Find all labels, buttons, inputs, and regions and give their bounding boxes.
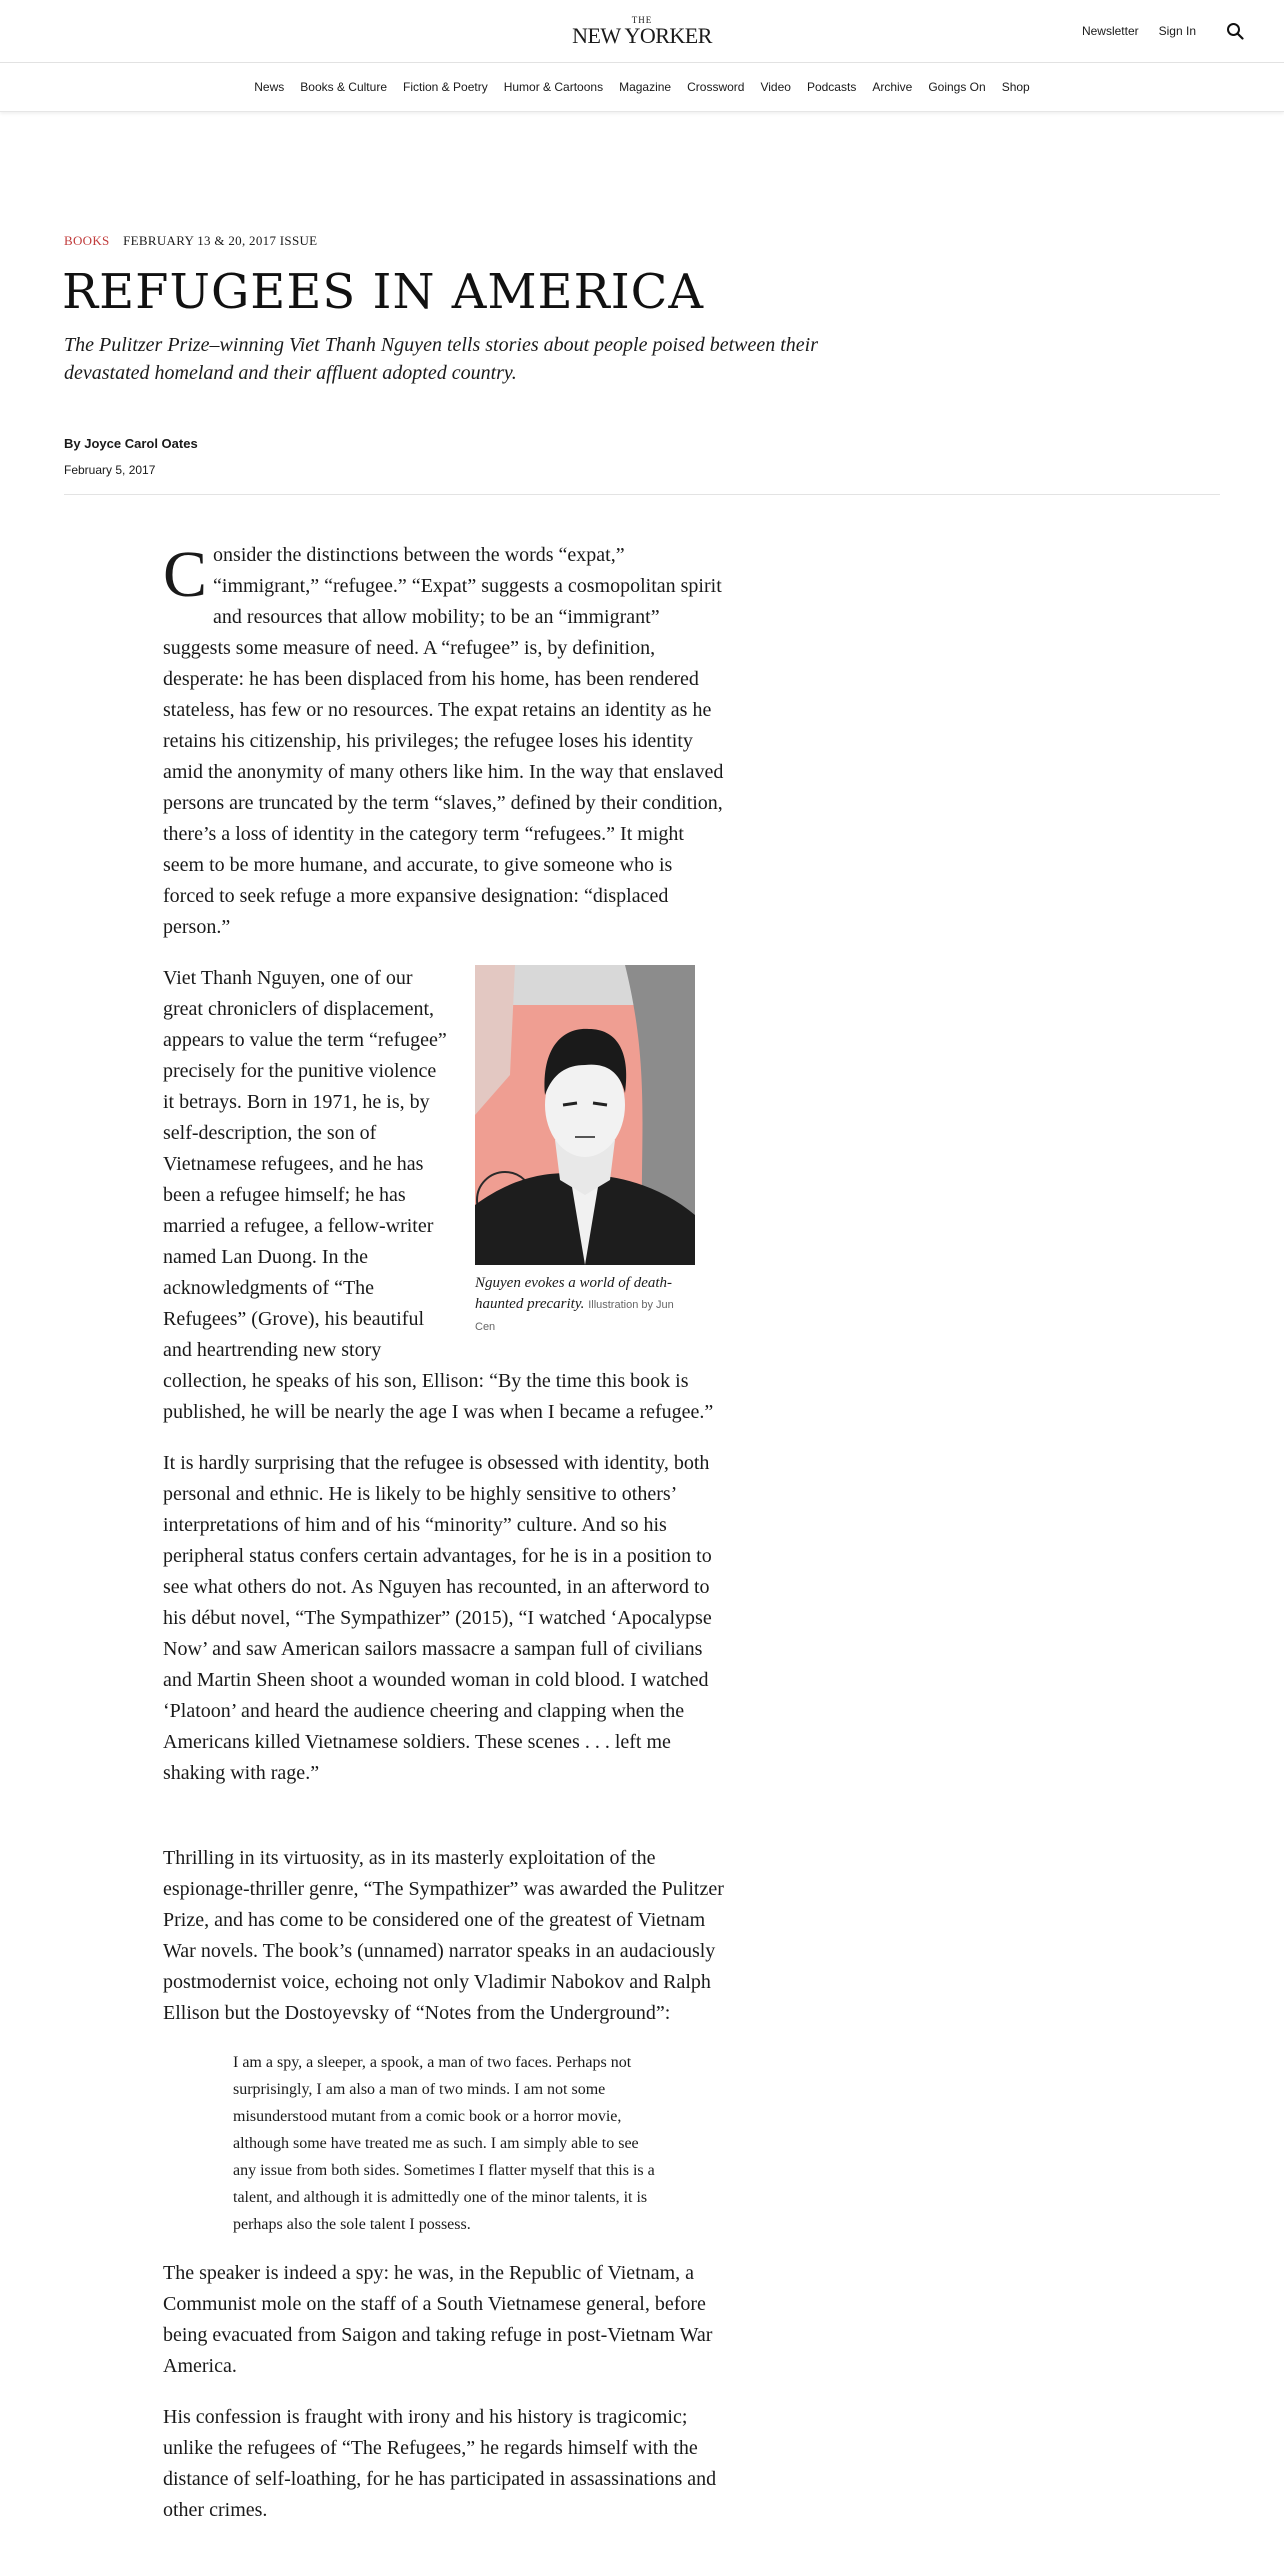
section-gap (163, 1809, 728, 1843)
issue-link[interactable]: FEBRUARY 13 & 20, 2017 ISSUE (123, 233, 318, 248)
block-quote: I am a spy, a sleeper, a spook, a man of two faces. Perhaps not surprisingly, I am also a man of two minds. I am not some misunderstood mutant from a comic book or a horror movie, although some have treated me as such. I am simply able to see any issue from both sides. Sometimes I flatter myself that this is a talent, and although it is admittedly one of the minor talents, it is perhaps also the sole talent I possess. (233, 2054, 655, 2233)
paragraph-1 (163, 540, 728, 943)
paragraph-5: The speaker is indeed a spy: he was, in the Republic of Vietnam, a Communist mole on the staff of a South Vietnamese general, before being evacuated from Saigon and taking refuge in post-Vietnam War America. (163, 2262, 713, 2377)
nav-humor-cartoons[interactable]: Humor & Cartoons (503, 80, 604, 94)
header-divider (64, 494, 1220, 495)
nav-books-culture[interactable]: Books & Culture (300, 80, 387, 94)
nav-fiction-poetry[interactable]: Fiction & Poetry (403, 80, 488, 94)
page-title: REFUGEES IN AMERICA (62, 264, 705, 320)
nav-crossword[interactable]: Crossword (687, 80, 745, 94)
portrait-illustration[interactable] (475, 965, 695, 1265)
paragraph-4: Thrilling in its virtuosity, as in its masterly exploitation of the espionage-thriller genre, “The Sympathizer” was awarded the Pulitzer Prize, and has come to be considered one of the greatest of Vietnam War novels. The book’s (unnamed) narrator speaks in an audaciously postmodernist voice, echoing not only Vladimir Nabokov and Ralph Ellison but the Dostoyevsky of “Notes from the Underground”: (163, 1847, 724, 2024)
top-bar (0, 0, 1284, 63)
author-link[interactable]: Joyce Carol Oates (84, 436, 198, 451)
article-figure (475, 965, 695, 1338)
nav-goings-on[interactable]: Goings On (928, 80, 986, 94)
paragraph-2: Viet Thanh Nguyen, one of our great chroniclers of displacement, appears to value the term “refugee” precisely for the punitive violence it betrays. Born in 1971, he is, by self-description, the son of Vietnamese refugees, and he has been a refugee himself; he has married a refugee, a fellow-writer named Lan Duong. In the acknowledgments of “The Refugees” (Grove), his beautiful and heartrending new story collection, he speaks of his son, Ellison: “By the time this book is published, he will be nearly the age I was when I became a refugee.” (163, 967, 714, 1423)
newsletter-link[interactable]: Newsletter (1081, 24, 1139, 38)
nav-news[interactable]: News (254, 80, 285, 94)
logo-the: THE (631, 15, 653, 25)
byline (64, 436, 198, 451)
rubric-category-link[interactable]: BOOKS (64, 233, 110, 248)
logo-name: NEW YORKER (572, 23, 712, 48)
paragraph-6: His confession is fraught with irony and his history is tragicomic; unlike the refugees of “The Refugees,” he regards himself with the distance of self-loathing, for he has participated in assassinations and other crimes. (163, 2406, 717, 2521)
illustration-credit: Illustration by Jun Cen (475, 1299, 674, 1333)
figure-caption (475, 1273, 695, 1338)
byline-prefix: By (64, 436, 85, 451)
section-nav (0, 63, 1284, 112)
search-icon[interactable] (1226, 22, 1244, 40)
paragraph-3: It is hardly surprising that the refugee is obsessed with identity, both personal and ethnic. He is likely to be highly sensitive to others’ interpretations of him and of his “minority” culture. And so his peripheral status confers certain advantages, for he is in a position to see what others do not. As Nguyen has recounted, in an afterword to his début novel, “The Sympathizer” (2015), “I watched ‘Apocalypse Now’ and saw American sailors massacre a sampan full of civilians and Martin Sheen shoot a wounded woman in cold blood. I watched ‘Platoon’ and heard the audience cheering and clapping when the Americans killed Vietnamese soldiers. These scenes . . . left me shaking with rage.” (163, 1452, 712, 1784)
nav-shop[interactable]: Shop (1001, 80, 1030, 94)
sign-in-link[interactable]: Sign In (1158, 24, 1196, 38)
rubric (64, 233, 317, 249)
publish-date: February 5, 2017 (64, 463, 156, 477)
nav-video[interactable]: Video (760, 80, 791, 94)
nav-archive[interactable]: Archive (872, 80, 913, 94)
paragraph-1-text: onsider the distinctions between the words “expat,” “immigrant,” “refugee.” “Expat” suggests a cosmopolitan spirit and resources that allow mobility; to be an “immigrant” suggests some measure of need. A “refugee” is, by definition, desperate: he has been displaced from his home, has been rendered stateless, has few or no resources. The expat retains an identity as he retains his citizenship, his privileges; the refugee loses his identity amid the anonymity of many others like him. In the way that enslaved persons are truncated by the term “slaves,” defined by their condition, there’s a loss of identity in the category term “refugees.” It might seem to be more humane, and accurate, to give someone who is forced to seek refuge a more expansive designation: “displaced person.” (163, 544, 724, 938)
nav-magazine[interactable]: Magazine (619, 80, 672, 94)
nav-podcasts[interactable]: Podcasts (806, 80, 857, 94)
article-dek: The Pulitzer Prize–winning Viet Thanh Nguyen tells stories about people poised between their devastated homeland and their affluent adopted country. (64, 334, 818, 384)
account-links (1062, 22, 1244, 40)
caption-text: Nguyen evokes a world of death-haunted precarity. (475, 1275, 673, 1312)
article-body (163, 540, 728, 2546)
drop-cap: C (163, 538, 208, 611)
